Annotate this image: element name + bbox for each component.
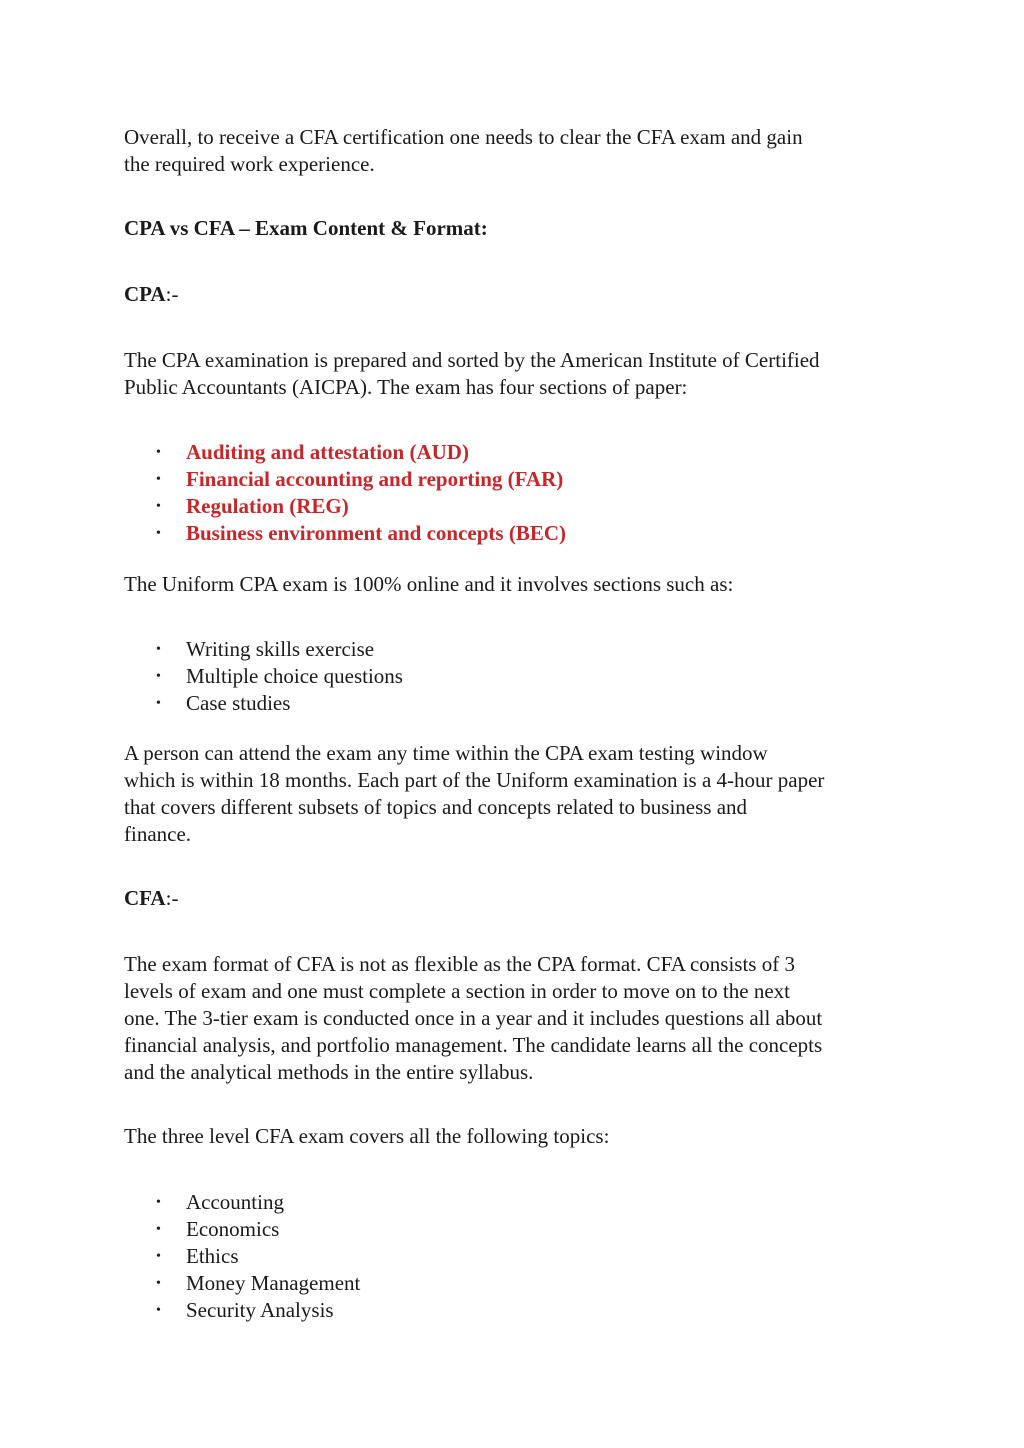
cfa-topic-security-analysis: Security Analysis	[186, 1298, 334, 1322]
list-item	[124, 1297, 914, 1324]
intro-paragraph	[124, 124, 914, 178]
cpa-section-far: Financial accounting and reporting (FAR)	[186, 467, 564, 491]
bullet-icon: •	[156, 1195, 161, 1210]
cfa-format-line-2: levels of exam and one must complete a section in order to move on to the next	[124, 979, 790, 1003]
cpa-intro-paragraph	[124, 347, 914, 401]
cfa-topic-ethics: Ethics	[186, 1244, 239, 1268]
cfa-format-line-1: The exam format of CFA is not as flexible as the CPA format. CFA consists of 3	[124, 952, 795, 976]
list-item	[124, 636, 914, 663]
cpa-section-bec: Business environment and concepts (BEC)	[186, 521, 566, 545]
cpa-sections-list	[124, 439, 914, 547]
cpa-intro-line-1: The CPA examination is prepared and sorted by the American Institute of Certified	[124, 348, 820, 372]
intro-line-1: Overall, to receive a CFA certification one needs to clear the CFA exam and gain	[124, 125, 803, 149]
list-item	[124, 439, 914, 466]
cfa-format-line-3: one. The 3-tier exam is conducted once in a year and it includes questions all about	[124, 1006, 823, 1030]
cpa-heading	[124, 281, 914, 308]
cpa-testing-line-1: A person can attend the exam any time within the CPA exam testing window	[124, 741, 768, 765]
cfa-topics-list	[124, 1189, 914, 1324]
bullet-icon: •	[156, 499, 161, 514]
cpa-format-writing: Writing skills exercise	[186, 637, 375, 661]
bullet-icon: •	[156, 669, 161, 684]
list-item	[124, 1216, 914, 1243]
cpa-heading-suffix: :-	[165, 282, 179, 306]
list-item	[124, 520, 914, 547]
cfa-topic-money-management: Money Management	[186, 1271, 361, 1295]
cpa-format-case-studies: Case studies	[186, 691, 291, 715]
list-item	[124, 663, 914, 690]
bullet-icon: •	[156, 472, 161, 487]
cpa-heading-label: CPA	[124, 282, 166, 306]
cfa-format-line-5: and the analytical methods in the entire syllabus.	[124, 1060, 534, 1084]
list-item	[124, 466, 914, 493]
cfa-format-line-4: financial analysis, and portfolio management. The candidate learns all the concepts	[124, 1033, 823, 1057]
cpa-section-aud: Auditing and attestation (AUD)	[186, 440, 469, 464]
bullet-icon: •	[156, 445, 161, 460]
bullet-icon: •	[156, 1303, 161, 1318]
bullet-icon: •	[156, 1222, 161, 1237]
cfa-heading-suffix: :-	[165, 886, 179, 910]
section-title: CPA vs CFA – Exam Content & Format:	[124, 216, 488, 240]
cpa-formats-list	[124, 636, 914, 717]
bullet-icon: •	[156, 1276, 161, 1291]
cfa-topic-economics: Economics	[186, 1217, 280, 1241]
cpa-section-reg: Regulation (REG)	[186, 494, 349, 518]
list-item	[124, 690, 914, 717]
cpa-testing-line-4: finance.	[124, 822, 192, 846]
intro-line-2: the required work experience.	[124, 152, 375, 176]
cpa-testing-line-2: which is within 18 months. Each part of the Uniform examination is a 4-hour paper	[124, 768, 825, 792]
bullet-icon: •	[156, 642, 161, 657]
cfa-heading-label: CFA	[124, 886, 166, 910]
cpa-testing-window-paragraph	[124, 740, 914, 848]
cpa-intro-line-2: Public Accountants (AICPA). The exam has four sections of paper:	[124, 375, 688, 399]
bullet-icon: •	[156, 696, 161, 711]
cfa-topic-accounting: Accounting	[186, 1190, 284, 1214]
list-item	[124, 493, 914, 520]
list-item	[124, 1270, 914, 1297]
list-item	[124, 1243, 914, 1270]
cpa-testing-line-3: that covers different subsets of topics and concepts related to business and	[124, 795, 748, 819]
list-item	[124, 1189, 914, 1216]
cpa-format-intro: The Uniform CPA exam is 100% online and it involves sections such as:	[124, 572, 734, 596]
cfa-format-paragraph	[124, 951, 914, 1086]
bullet-icon: •	[156, 1249, 161, 1264]
bullet-icon: •	[156, 526, 161, 541]
cfa-heading	[124, 885, 914, 912]
cfa-topics-intro: The three level CFA exam covers all the following topics:	[124, 1124, 610, 1148]
cpa-format-mcq: Multiple choice questions	[186, 664, 403, 688]
